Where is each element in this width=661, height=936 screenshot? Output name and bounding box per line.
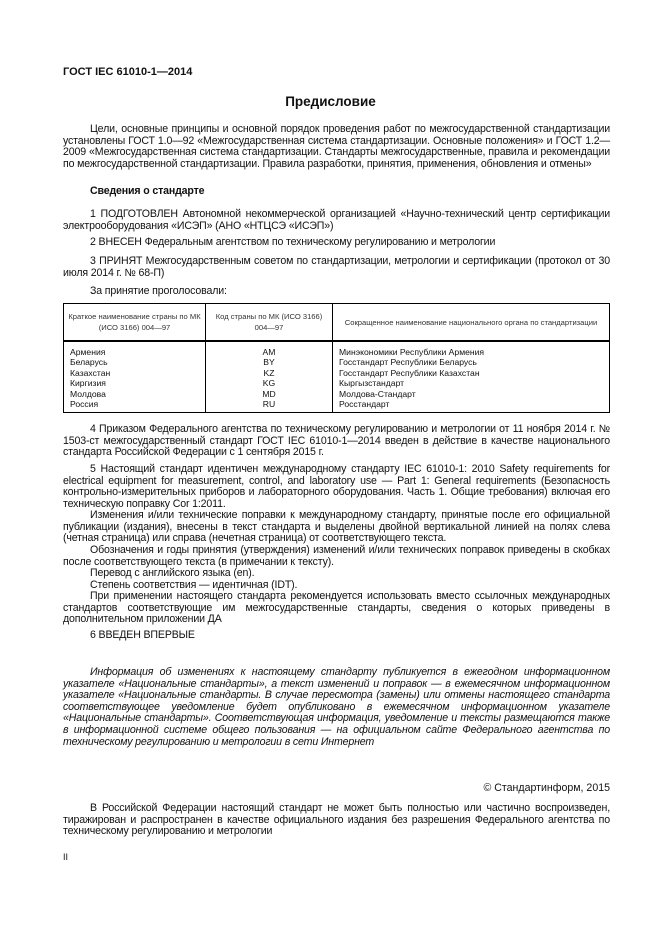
reproduction-notice: В Российской Федерации настоящий стандарт не может быть полностью или частично воспроизведен, тиражирован и распространен в качестве официального издания без разрешения Федерального агентства по техническому регулированию и метрологии xyxy=(63,802,610,838)
cell-body: Росстандарт xyxy=(333,399,610,413)
item-5-designations: Обозначения и годы принятия (утверждения) изменений и/или технических поправок приведены в скобках после соответствующего текста (в примечании к тексту). xyxy=(63,544,610,568)
cell-country: Беларусь xyxy=(64,357,206,367)
table-header-country: Краткое наименование страны по МК (ИСО 3166) 004—97 xyxy=(64,304,206,342)
table-header-body: Сокращенное наименование национального органа по стандартизации xyxy=(333,304,610,342)
cell-country: Молдова xyxy=(64,389,206,399)
cell-country: Армения xyxy=(64,341,206,357)
table-row xyxy=(64,389,610,399)
item-4: 4 Приказом Федерального агентства по техническому регулированию и метрологии от 11 ноября 2014 г. № 1503-ст межгосударственный стандарт ГОСТ IEC 61010-1—2014 введен в действие в качестве национального стандарта Российской Федерации с 1 сентября 2015 г. xyxy=(63,423,610,459)
item-5-translation: Перевод с английского языка (en). xyxy=(90,567,255,579)
cell-code: BY xyxy=(206,357,333,367)
cell-code: KZ xyxy=(206,368,333,378)
page-number: II xyxy=(63,852,69,862)
table-row xyxy=(64,399,610,413)
section-subtitle: Сведения о стандарте xyxy=(90,185,205,197)
document-id: ГОСТ IEC 61010-1—2014 xyxy=(63,66,193,78)
item-6: 6 ВВЕДЕН ВПЕРВЫЕ xyxy=(90,629,195,641)
cell-country: Россия xyxy=(64,399,206,413)
cell-country: Казахстан xyxy=(64,368,206,378)
cell-body: Госстандарт Республики Беларусь xyxy=(333,357,610,367)
cell-code: RU xyxy=(206,399,333,413)
cell-code: AM xyxy=(206,341,333,357)
item-5-conformity: Степень соответствия — идентичная (IDT). xyxy=(90,579,298,591)
cell-country: Киргизия xyxy=(64,378,206,388)
cell-code: KG xyxy=(206,378,333,388)
table-row xyxy=(64,368,610,378)
cell-code: MD xyxy=(206,389,333,399)
item-5-changes: Изменения и/или технические поправки к международному стандарту, принятые после его официальной публикации (издания), внесены в текст стандарта и выделены двойной вертикальной линией на полях слева (четная страница) или справа (нечетная страница) от соответствующего текста. xyxy=(63,509,610,545)
vote-label: За принятие проголосовали: xyxy=(90,285,227,297)
item-2: 2 ВНЕСЕН Федеральным агентством по техническому регулированию и метрологии xyxy=(90,236,496,248)
item-5-application: При применении настоящего стандарта рекомендуется использовать вместо ссылочных международных стандартов соответствующие им межгосударственные стандарты, сведения о которых приведены в дополнительном приложении ДА xyxy=(63,590,610,626)
intro-text: Цели, основные принципы и основной порядок проведения работ по межгосударственной стандартизации установлены ГОСТ 1.0—92 «Межгосударственная система стандартизации. Основные положения» и ГОСТ 1.2—2009 «Межгосударственная система стандартизации. Стандарты межгосударственные, правила и рекомендации по межгосударственной стандартизации. Правила разработки, принятия, применения, обновления и отмены» xyxy=(63,123,610,170)
item-3: 3 ПРИНЯТ Межгосударственным советом по стандартизации, метрологии и сертификации (протокол от 30 июля 2014 г. № 68-П) xyxy=(63,255,610,279)
cell-body: Госстандарт Республики Казахстан xyxy=(333,368,610,378)
table-row xyxy=(64,341,610,357)
table-header-code: Код страны по МК (ИСО 3166) 004—97 xyxy=(206,304,333,342)
table-row xyxy=(64,357,610,367)
intro-paragraph xyxy=(63,124,610,170)
cell-body: Кыргызстандарт xyxy=(333,378,610,388)
page-title: Предисловие xyxy=(285,94,376,109)
cell-body: Минэкономики Республики Армения xyxy=(333,341,610,357)
item-5: 5 Настоящий стандарт идентичен международному стандарту IEC 61010-1: 2010 Safety requirements for electrical equipment for measurement, control, and laboratory use — Part 1: General requirements (Безопасность контрольно-измерительных приборов и лабораторного оборудования. Часть 1. Общие требования) включая его техническую поправку Cor 1:2011. xyxy=(63,463,610,510)
item-1: 1 ПОДГОТОВЛЕН Автономной некоммерческой организацией «Научно-технический центр сертификации электрооборудования «ИСЭП» (АНО «НТЦСЭ «ИСЭП») xyxy=(63,208,610,232)
copyright: © Стандартинформ, 2015 xyxy=(483,782,610,794)
table-row xyxy=(64,378,610,388)
cell-body: Молдова-Стандарт xyxy=(333,389,610,399)
voting-table xyxy=(63,303,610,413)
info-notice: Информация об изменениях к настоящему стандарту публикуется в ежегодном информационном указателе «Национальные стандарты», а текст изменений и поправок — в ежемесячном информационном указателе «Национальные стандарты. В случае пересмотра (замены) или отмены настоящего стандарта соответствующее уведомление будет опубликовано в ежемесячном информационном указателе «Национальные стандарты». Соответствующая информация, уведомление и тексты размещаются также в информационной системе общего пользования — на официальном сайте Федерального агентства по техническому регулированию и метрологии в сети Интернет xyxy=(63,666,610,748)
